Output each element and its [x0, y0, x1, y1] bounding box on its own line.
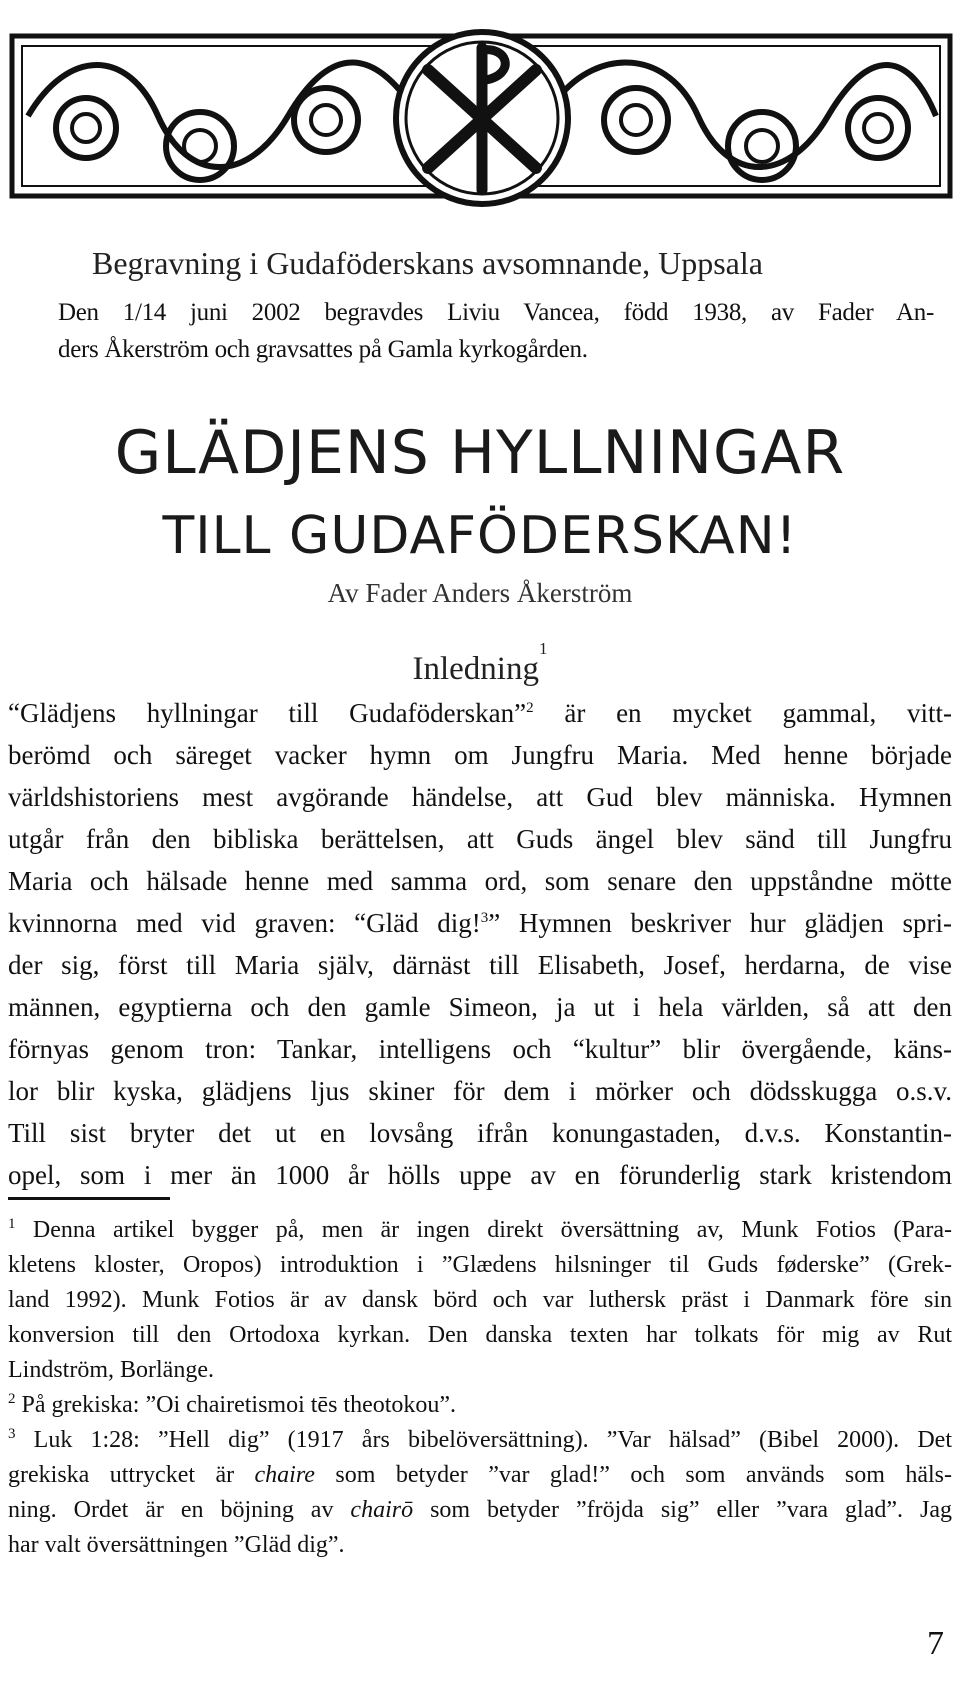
footnotes	[8, 1213, 952, 1563]
body-line: kvinnorna med vid graven: “Gläd dig!$^3$” Hymnen beskriver hur glädjen spri-	[8, 908, 952, 938]
body-line: lor blir kyska, glädjens ljus skiner för dem i mörker och dödsskugga o.s.v.	[8, 1076, 952, 1106]
section-heading-text: Inledning	[412, 651, 539, 687]
footnote-2: $^2$ På grekiska: ”Oi chairetismoi tēs theotokou”.	[8, 1391, 457, 1418]
body-line: utgår från den bibliska berättelsen, att Guds ängel blev sänd till Jungfru	[8, 824, 952, 854]
article-title-line-2: TILL GUDAFÖDERSKAN!	[162, 506, 798, 566]
footnote-line: konversion till den Ortodoxa kyrkan. Den danska texten har tolkats för mig av Rut	[8, 1322, 952, 1348]
footnote-1: $^1$ Denna artikel bygger på, men är ingen direkt översättning av, Munk Fotios (Para-	[8, 1216, 952, 1243]
announcement-line: ders Åkerström och gravsattes på Gamla kyrkogården.	[58, 336, 588, 363]
footnote-line: ning. Ordet är en böjning av chairō som betyder ”fröjda sig” eller ”vara glad”. Jag	[8, 1497, 952, 1523]
footnote-3: $^3$ Luk 1:28: ”Hell dig” (1917 års bibelöversättning). ”Var hälsad” (Bibel 2000). Det	[8, 1426, 952, 1453]
body-line: “Glädjens hyllningar till Gudaföderskan”$^2$ är en mycket gammal, vitt-	[8, 698, 952, 728]
footnote-line: har valt översättningen ”Gläd dig”.	[8, 1532, 345, 1558]
footnote-ref: 2	[526, 700, 534, 716]
funeral-announcement-body	[58, 294, 934, 368]
body-line: världshistoriens mest avgörande händelse, att Gud blev människa. Hymnen	[8, 782, 952, 812]
body-line: Till sist bryter det ut en lovsång ifrån konungastaden, d.v.s. Konstantin-	[8, 1118, 952, 1148]
body-line: berömd och säreget vacker hymn om Jungfru Maria. Med henne började	[8, 740, 952, 770]
body-line: männen, egyptierna och den gamle Simeon, ja ut i hela världen, så att den	[8, 992, 952, 1022]
body-line: Maria och hälsade henne med samma ord, som senare den uppståndne mötte	[8, 866, 952, 896]
article-author: Av Fader Anders Åkerström	[327, 578, 633, 608]
chi-rho-ornament-banner	[8, 28, 956, 208]
body-line: opel, som i mer än 1000 år hölls uppe av en förunderlig stark kristendom	[8, 1160, 952, 1190]
footnote-line: land 1992). Munk Fotios är av dansk börd och var luthersk präst i Danmark före sin	[8, 1287, 952, 1313]
footnote-line: grekiska uttrycket är chaire som betyder ”var glad!” och som används som häls-	[8, 1462, 952, 1488]
body-line: förnyas genom tron: Tankar, intelligens och “kultur” blir övergående, käns-	[8, 1034, 952, 1064]
article-body	[8, 692, 952, 1196]
article-title-line-1: GLÄDJENS HYLLNINGAR	[114, 418, 846, 488]
footnote-separator	[8, 1197, 170, 1200]
announcement-line: Den 1/14 juni 2002 begravdes Liviu Vancea, född 1938, av Fader An-	[58, 299, 934, 326]
footnote-ref: 3	[480, 910, 489, 926]
funeral-announcement-heading: Begravning i Gudaföderskans avsomnande, Uppsala	[92, 245, 763, 281]
footnote-line: Lindström, Borlänge.	[8, 1357, 214, 1383]
body-line: der sig, först till Maria själv, därnäst till Elisabeth, Josef, herdarna, de vise	[8, 950, 952, 980]
footnote-line: kletens kloster, Oropos) introduktion i ”Glædens hilsninger til Guds føderske” (Grek-	[8, 1252, 952, 1278]
page-number: 7	[927, 1625, 944, 1662]
section-heading	[0, 639, 960, 688]
footnote-ref: 1	[538, 639, 548, 658]
